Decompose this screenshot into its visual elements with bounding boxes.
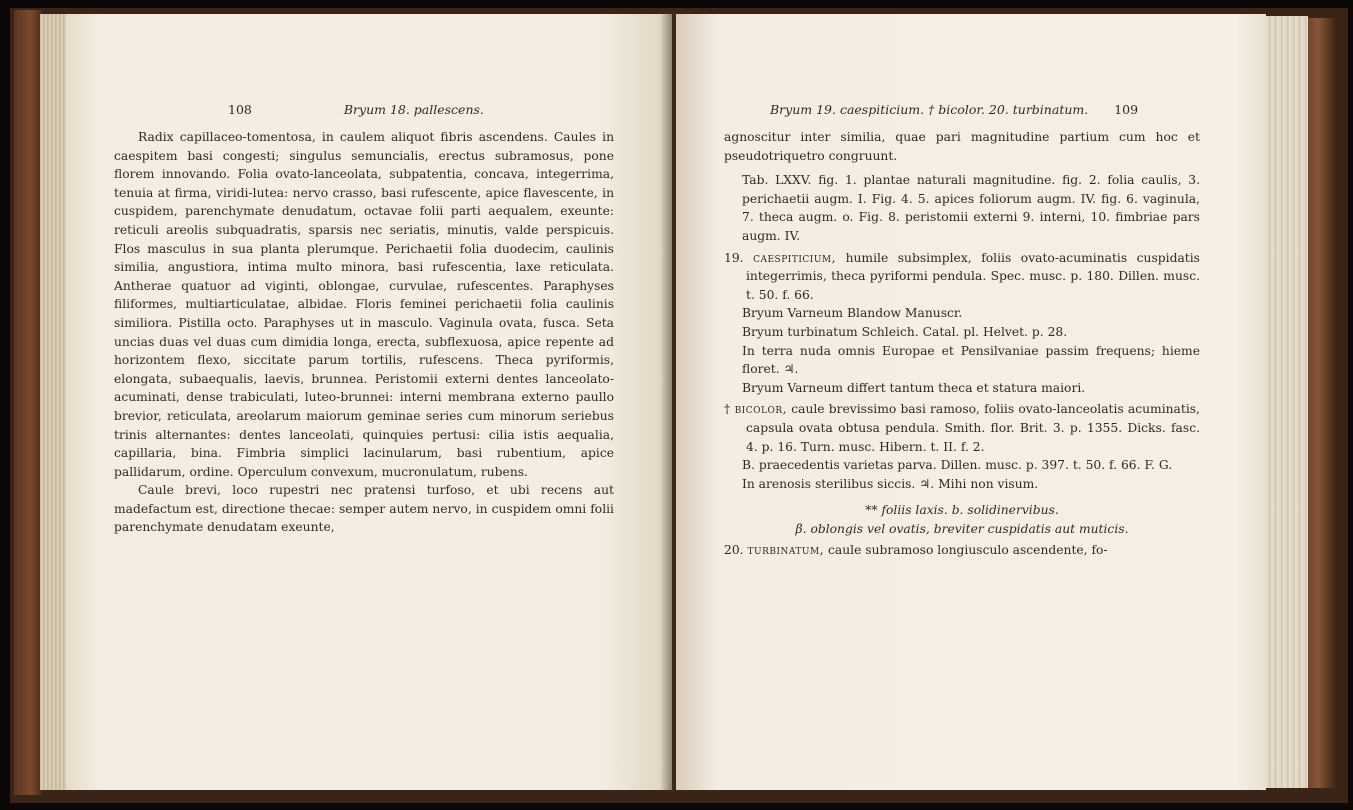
entry-20-number: 20. <box>724 543 744 558</box>
left-body-text <box>114 128 614 537</box>
entry-turbinatum <box>724 541 1200 560</box>
right-running-head <box>770 102 1138 117</box>
synonym-varneum: Bryum Varneum Blandow Manuscr. <box>742 306 963 321</box>
habitat-text: In terra nuda omnis Europae et Pensilvaniae passim frequens; hieme floret. ♃. <box>742 343 1200 377</box>
page-edges-right <box>1262 16 1308 788</box>
description-paragraph: Radix capillaceo-tomentosa, in caulem aliquot fibris ascendens. Caules in caespitem basi congesti; singulus semuncialis, erectus subramosus, pone florem innovando. Folia ovato-lanceolata, subpatentia, concava, integerrima, tenuia at firma, viridi-lutea: nervo crasso, basi rufescente, apice flavescente, in cuspidem, parenchymate denudatum, octavae folii parti aequalem, exeunte: reticuli areolis subquadratis, sparsis nec seriatis, minutis, valde perspicuis. Flos masculus in sua planta plerumque. Perichaetii folia duodecim, caulinis similia, angustiora, intima multo minora, basi rufescentia, laxe reticulata. Antherae quatuor ad viginti, oblongae, curvulae, rufescentes. Paraphyses filiformes, multiarticulatae, albidae. Floris feminei perichaetii folia caulinis similiora. Pistilla octo. Paraphyses ut in masculo. Vaginula ovata, fusca. Seta uncias duas vel duas cum dimidia longa, erecta, subflexuosa, apice repente ad horizontem flexo, siccitate parum tortilis, rufescens. Theca pyriformis, elongata, subaequalis, laevis, brunnea. Peristomii externi dentes lanceolato-acuminati, dense trabiculati, luteo-brunnei: interni membrana externo paullo brevior, reticulata, areolarum maiorum geminae series cum minorum seriebus trinis alternantes: dentes lanceolati, quinquies pertusi: cilia istis aequalia, capillaria, bina. Fimbria simplici lacinularum, basi rubentium, apice pallidarum, ordine. Operculum convexum, mucronulatum, rubens. <box>114 130 614 479</box>
right-page <box>676 14 1266 790</box>
left-running-head <box>228 102 484 117</box>
entry-19-number: 19. <box>724 250 744 265</box>
left-page <box>66 14 672 790</box>
right-page-number: 109 <box>1114 102 1139 117</box>
entry-20-name: turbinatum, <box>747 543 825 558</box>
entry-20-text: caule subramoso longiusculo ascendente, fo- <box>828 543 1108 558</box>
right-running-title: Bryum 19. caespiticium. † bicolor. 20. turbinatum. <box>770 102 1089 117</box>
bicolor-dagger: † <box>724 402 731 417</box>
arenosis-text: In arenosis sterilibus siccis. ♃. Mihi non visum. <box>742 476 1039 491</box>
book-cover-right <box>1306 18 1336 788</box>
right-body-text <box>724 128 1200 560</box>
left-running-title: Bryum 18. pallescens. <box>343 102 484 117</box>
section-heading-oblongis: β. oblongis vel ovatis, breviter cuspidatis aut muticis. <box>795 521 1129 536</box>
book-cover-left <box>14 10 42 795</box>
entry-19-text: humile subsimplex, foliis ovato-acuminatis cuspidatis integerrimis, theca pyriformi pendula. Spec. musc. p. 180. Dillen. musc. t. 50. f. 66. <box>746 250 1200 302</box>
entry-bicolor <box>724 400 1200 456</box>
synonym-turbinatum: Bryum turbinatum Schleich. Catal. pl. Helvet. p. 28. <box>742 324 1068 339</box>
entry-19-name: caespiticium, <box>753 250 837 265</box>
bicolor-name: bicolor, <box>734 402 788 417</box>
intro-text: agnoscitur inter similia, quae pari magnitudine partium cum hoc et pseudotriquetro congruunt. <box>724 130 1200 163</box>
variety-b-text: B. praecedentis varietas parva. Dillen. musc. p. 397. t. 50. f. 66. F. G. <box>742 458 1173 473</box>
tab-figure-text: Tab. LXXV. fig. 1. plantae naturali magnitudine. fig. 2. folia caulis, 3. perichaetii augm. I. Fig. 4. 5. apices foliorum augm. IV. fig. 6. vaginula, 7. theca augm. o. Fig. 8. peristomii externi 9. interni, 10. fimbriae pars augm. IV. <box>742 173 1200 243</box>
remarks-paragraph: Caule brevi, loco rupestri nec pratensi turfoso, et ubi recens aut madefactum est, directione thecae: semper autem nervo, in cuspidem omni folii parenchymate denudatam exeunte, <box>114 483 614 535</box>
page-edges-left <box>40 14 68 790</box>
left-page-number: 108 <box>228 102 252 117</box>
entry-caespiticium <box>724 249 1200 305</box>
section-heading-laxis: ** foliis laxis. b. solidinervibus. <box>865 503 1059 518</box>
difference-text: Bryum Varneum differt tantum theca et statura maiori. <box>742 380 1086 395</box>
bicolor-text: caule brevissimo basi ramoso, foliis ovato-lanceolatis acuminatis, capsula ovata obtusa pendula. Smith. flor. Brit. 3. p. 1355. Dicks. fasc. 4. p. 16. Turn. musc. Hibern. t. II. f. 2. <box>746 402 1200 454</box>
